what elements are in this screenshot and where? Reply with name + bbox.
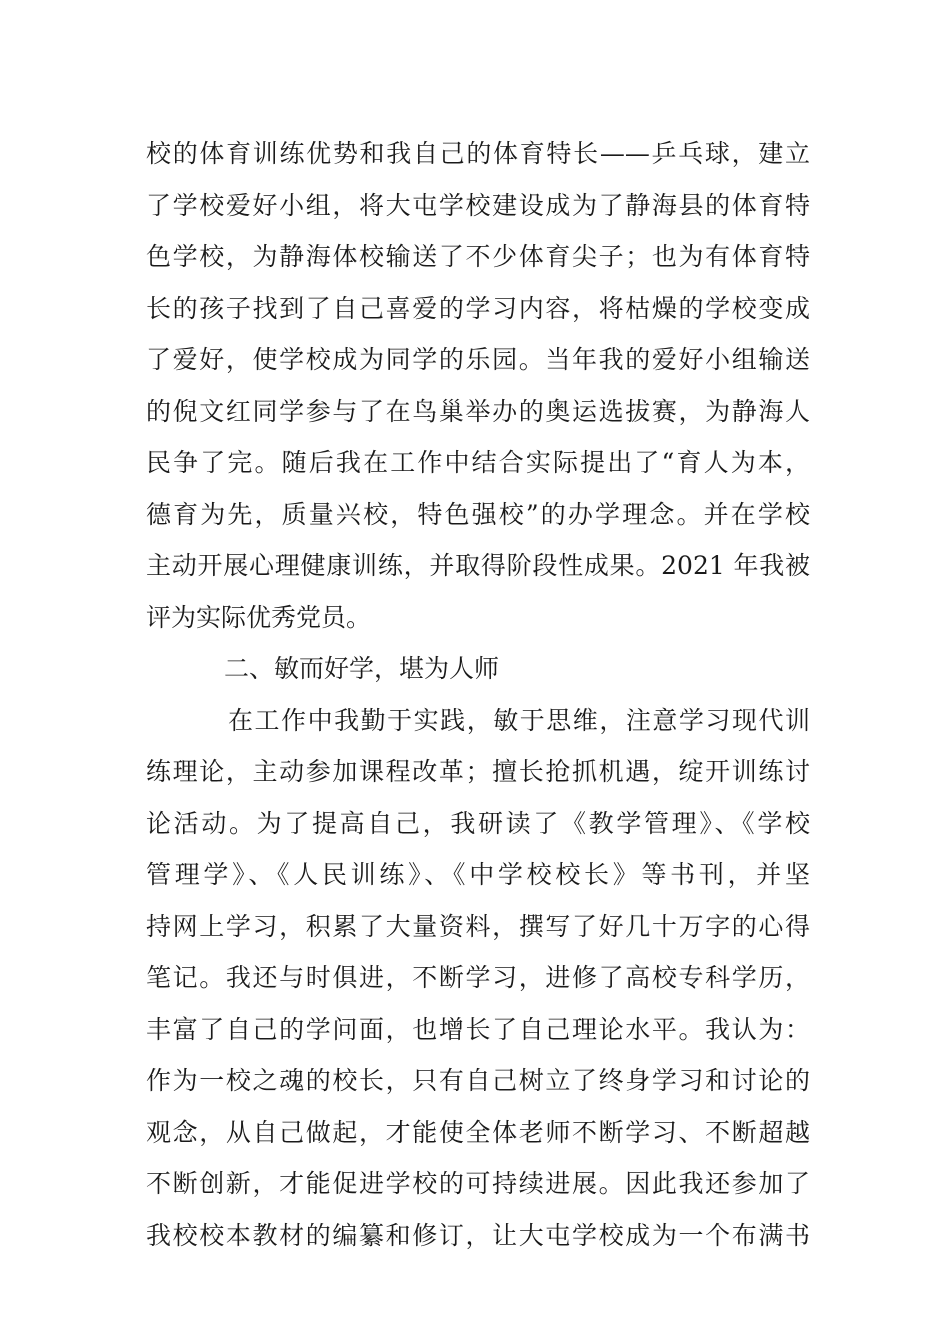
text-line: 作为一校之魂的校长，只有自己树立了终身学习和讨论的	[146, 1066, 810, 1095]
text-line: 德育为先，质量兴校，特色强校”的办学理念。并在学校	[146, 499, 810, 529]
paragraph-first-line: 在工作中我勤于实践，敏于思维，注意学习现代训	[228, 705, 810, 735]
text-line: 色学校，为静海体校输送了不少体育尖子；也为有体育特	[146, 242, 810, 271]
text-line: 丰富了自己的学问面，也增长了自己理论水平。我认为：	[146, 1014, 810, 1044]
text-line: 不断创新，才能促进学校的可持续进展。因此我还参加了	[146, 1169, 810, 1198]
text-line: 的倪文红同学参与了在鸟巢举办的奥运选拔赛，为静海人	[146, 396, 810, 426]
text-line: 长的孩子找到了自己喜爱的学习内容，将枯燥的学校变成	[146, 293, 810, 323]
text-line: 评为实际优秀党员。	[146, 602, 372, 632]
text-line: 笔记。我还与时俱进，不断学习，进修了高校专科学历，	[146, 963, 810, 992]
text-line: 持网上学习，积累了大量资料，撰写了好几十万字的心得	[146, 911, 810, 941]
section-heading: 二、敏而好学，堪为人师	[224, 654, 500, 683]
text-line: 练理论，主动参加课程改革；擅长抢抓机遇，绽开训练讨	[146, 757, 810, 786]
text-line: 民争了完。随后我在工作中结合实际提出了“育人为本，	[146, 448, 810, 477]
text-line: 校的体育训练优势和我自己的体育特长——乒乓球，建立	[146, 139, 810, 168]
text-line: 了学校爱好小组，将大屯学校建设成为了静海县的体育特	[146, 190, 810, 220]
text-line: 主动开展心理健康训练，并取得阶段性成果。2021 年我被	[146, 551, 810, 580]
text-line: 了爱好，使学校成为同学的乐园。当年我的爱好小组输送	[146, 345, 810, 374]
text-line: 观念，从自己做起，才能使全体老师不断学习、不断超越	[146, 1117, 810, 1147]
text-line: 管理学》、《人民训练》、《中学校校长》等书刊，并坚	[146, 860, 810, 889]
text-line: 论活动。为了提高自己，我研读了《教学管理》、《学校	[146, 808, 810, 838]
document-body	[146, 128, 810, 1261]
text-line: 我校校本教材的编纂和修订，让大屯学校成为一个布满书	[146, 1220, 810, 1250]
